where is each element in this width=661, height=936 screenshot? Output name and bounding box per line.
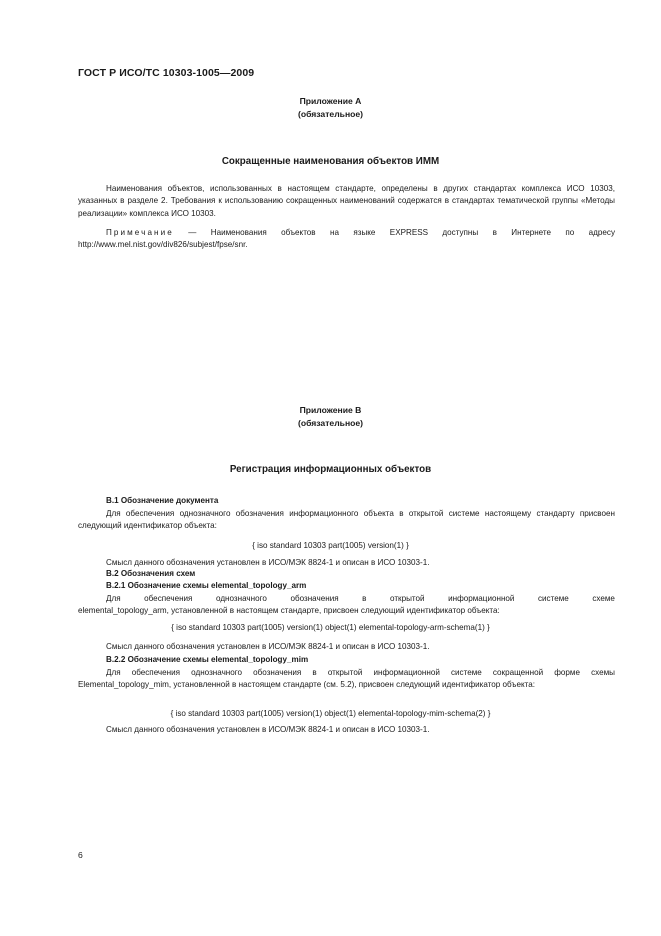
annex-b-title: Приложение В (299, 405, 362, 415)
section-b22-paragraph: Для обеспечения однозначного обозначения в открытой информационной системе сокращенной форме схемы Elemental_topology_mim, установленной в настоящем стандарте (см. 5.2), присвоен следующий идентификатор объекта: (78, 668, 615, 690)
section-b1-meaning: Смысл данного обозначения установлен в ИСО/МЭК 8824-1 и описан в ИСО 10303-1. (106, 558, 430, 567)
section-b21-heading: В.2.1 Обозначение схемы elemental_topology_arm (106, 581, 307, 590)
b21-word: схеме (592, 594, 615, 603)
annex-b-heading: Регистрация информационных объектов (229, 464, 432, 475)
annex-b-status: (обязательное) (297, 418, 364, 428)
b21-word: открытой (390, 594, 425, 603)
annex-a-note (78, 227, 615, 252)
section-b22-identifier: { iso standard 10303 part(1005) version(1) object(1) elemental-topology-mim-schema(2) } (170, 709, 491, 718)
page-number: 6 (78, 850, 83, 860)
section-b1-identifier: { iso standard 10303 part(1005) version(1) } (252, 541, 409, 550)
annex-a-heading: Сокращенные наименования объектов ИММ (221, 156, 440, 167)
section-b2-heading: В.2 Обозначения схем (106, 569, 196, 578)
section-b1-heading: В.1 Обозначение документа (106, 496, 219, 505)
annex-a-paragraph: Наименования объектов, использованных в настоящем стандарте, определены в других стандартах комплекса ИСО 10303, указанных в разделе 2. Требования к использованию сокращенных наименований содержатся в стандартах тематической группы «Методы реализации» комплекса ИСО 10303. (78, 184, 615, 218)
note-label: Примечание (106, 228, 174, 237)
b21-word: обеспечения (144, 594, 193, 603)
b21-word: однозначного (216, 594, 267, 603)
section-b21-line2: elemental_topology_arm, установленной в настоящем стандарте, присвоен следующий идентификатор объекта: (78, 606, 500, 615)
section-b22-heading: В.2.2 Обозначение схемы elemental_topology_mim (106, 655, 309, 664)
document-title: ГОСТ Р ИСО/ТС 10303-1005—2009 (78, 67, 255, 79)
annex-a-status: (обязательное) (297, 109, 364, 119)
annex-a-title: Приложение А (299, 96, 362, 106)
b21-word: Для (106, 594, 121, 603)
section-b22-meaning: Смысл данного обозначения установлен в ИСО/МЭК 8824-1 и описан в ИСО 10303-1. (106, 725, 430, 734)
section-b21-identifier: { iso standard 10303 part(1005) version(1) object(1) elemental-topology-arm-schema(1) } (171, 623, 490, 632)
note-url: http://www.mel.nist.gov/div826/subjest/fpse/snr. (78, 240, 248, 250)
b21-word: системе (537, 594, 569, 603)
section-b21-line1 (106, 593, 615, 605)
b21-word: обозначения (290, 594, 339, 603)
b21-word: в (362, 594, 367, 603)
section-b1-paragraph: Для обеспечения однозначного обозначения информационного объекта в открытой системе настоящему стандарту присвоен следующий идентификатор объекта: (78, 509, 615, 531)
note-text: — Наименования объектов на языке EXPRESS доступны в Интернете по адресу (188, 228, 615, 237)
b21-word: информационной (448, 594, 515, 603)
section-b21-meaning: Смысл данного обозначения установлен в ИСО/МЭК 8824-1 и описан в ИСО 10303-1. (106, 642, 430, 651)
